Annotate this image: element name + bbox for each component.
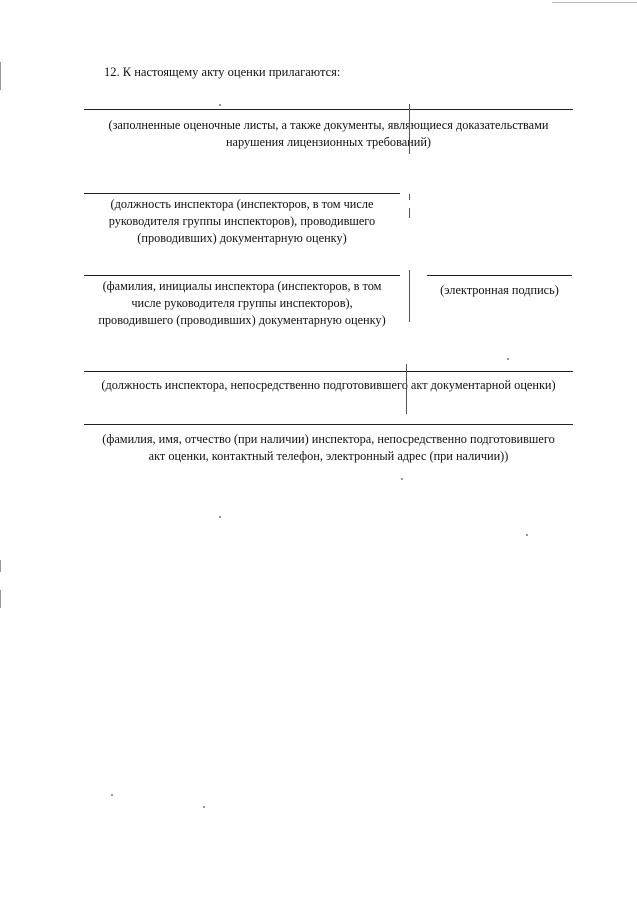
scan-dot <box>526 534 528 536</box>
scan-dot <box>219 104 221 106</box>
preparer-contacts-line <box>84 424 573 425</box>
attachments-line <box>84 109 573 110</box>
preparer-position-line <box>84 371 573 372</box>
scan-edge-top-right <box>552 2 637 3</box>
inspector-position-line <box>84 193 400 194</box>
scan-edge-left-2 <box>0 560 1 572</box>
scan-edge-left-3 <box>0 590 1 608</box>
preparer-contacts-caption: (фамилия, имя, отчество (при наличии) инспектора, непосредственно подготовившего акт оценки, контактный телефон, электронный адрес (при наличии)) <box>102 432 555 463</box>
scan-dot <box>111 794 113 796</box>
fold-mark <box>406 364 407 414</box>
scan-edge-left-1 <box>0 62 1 90</box>
scan-dot <box>401 478 403 480</box>
inspector-name-caption: (фамилия, инициалы инспектора (инспекторов, в том числе руководителя группы инспекторов), проводившего (проводивших) документарную оценку) <box>98 279 386 327</box>
scan-dot <box>507 358 509 360</box>
attachments-caption: (заполненные оценочные листы, а также документы, являющиеся доказательствами нарушения лицензионных требований) <box>108 118 549 149</box>
fold-mark <box>409 104 410 154</box>
fold-mark <box>409 270 410 322</box>
section-heading: 12. К настоящему акту оценки прилагаются: <box>104 65 341 79</box>
inspector-name-line <box>84 275 400 276</box>
scan-dot <box>219 516 221 518</box>
signature-line <box>427 275 572 276</box>
scan-dot <box>203 806 205 808</box>
inspector-position-caption: (должность инспектора (инспекторов, в том числе руководителя группы инспекторов), проводившего (проводивших) документарную оценку) <box>108 197 376 245</box>
signature-caption: (электронная подпись) <box>440 283 559 297</box>
fold-mark <box>409 208 410 218</box>
preparer-position-caption: (должность инспектора, непосредственно подготовившего акт документарной оценки) <box>101 378 556 392</box>
fold-mark <box>409 194 410 200</box>
